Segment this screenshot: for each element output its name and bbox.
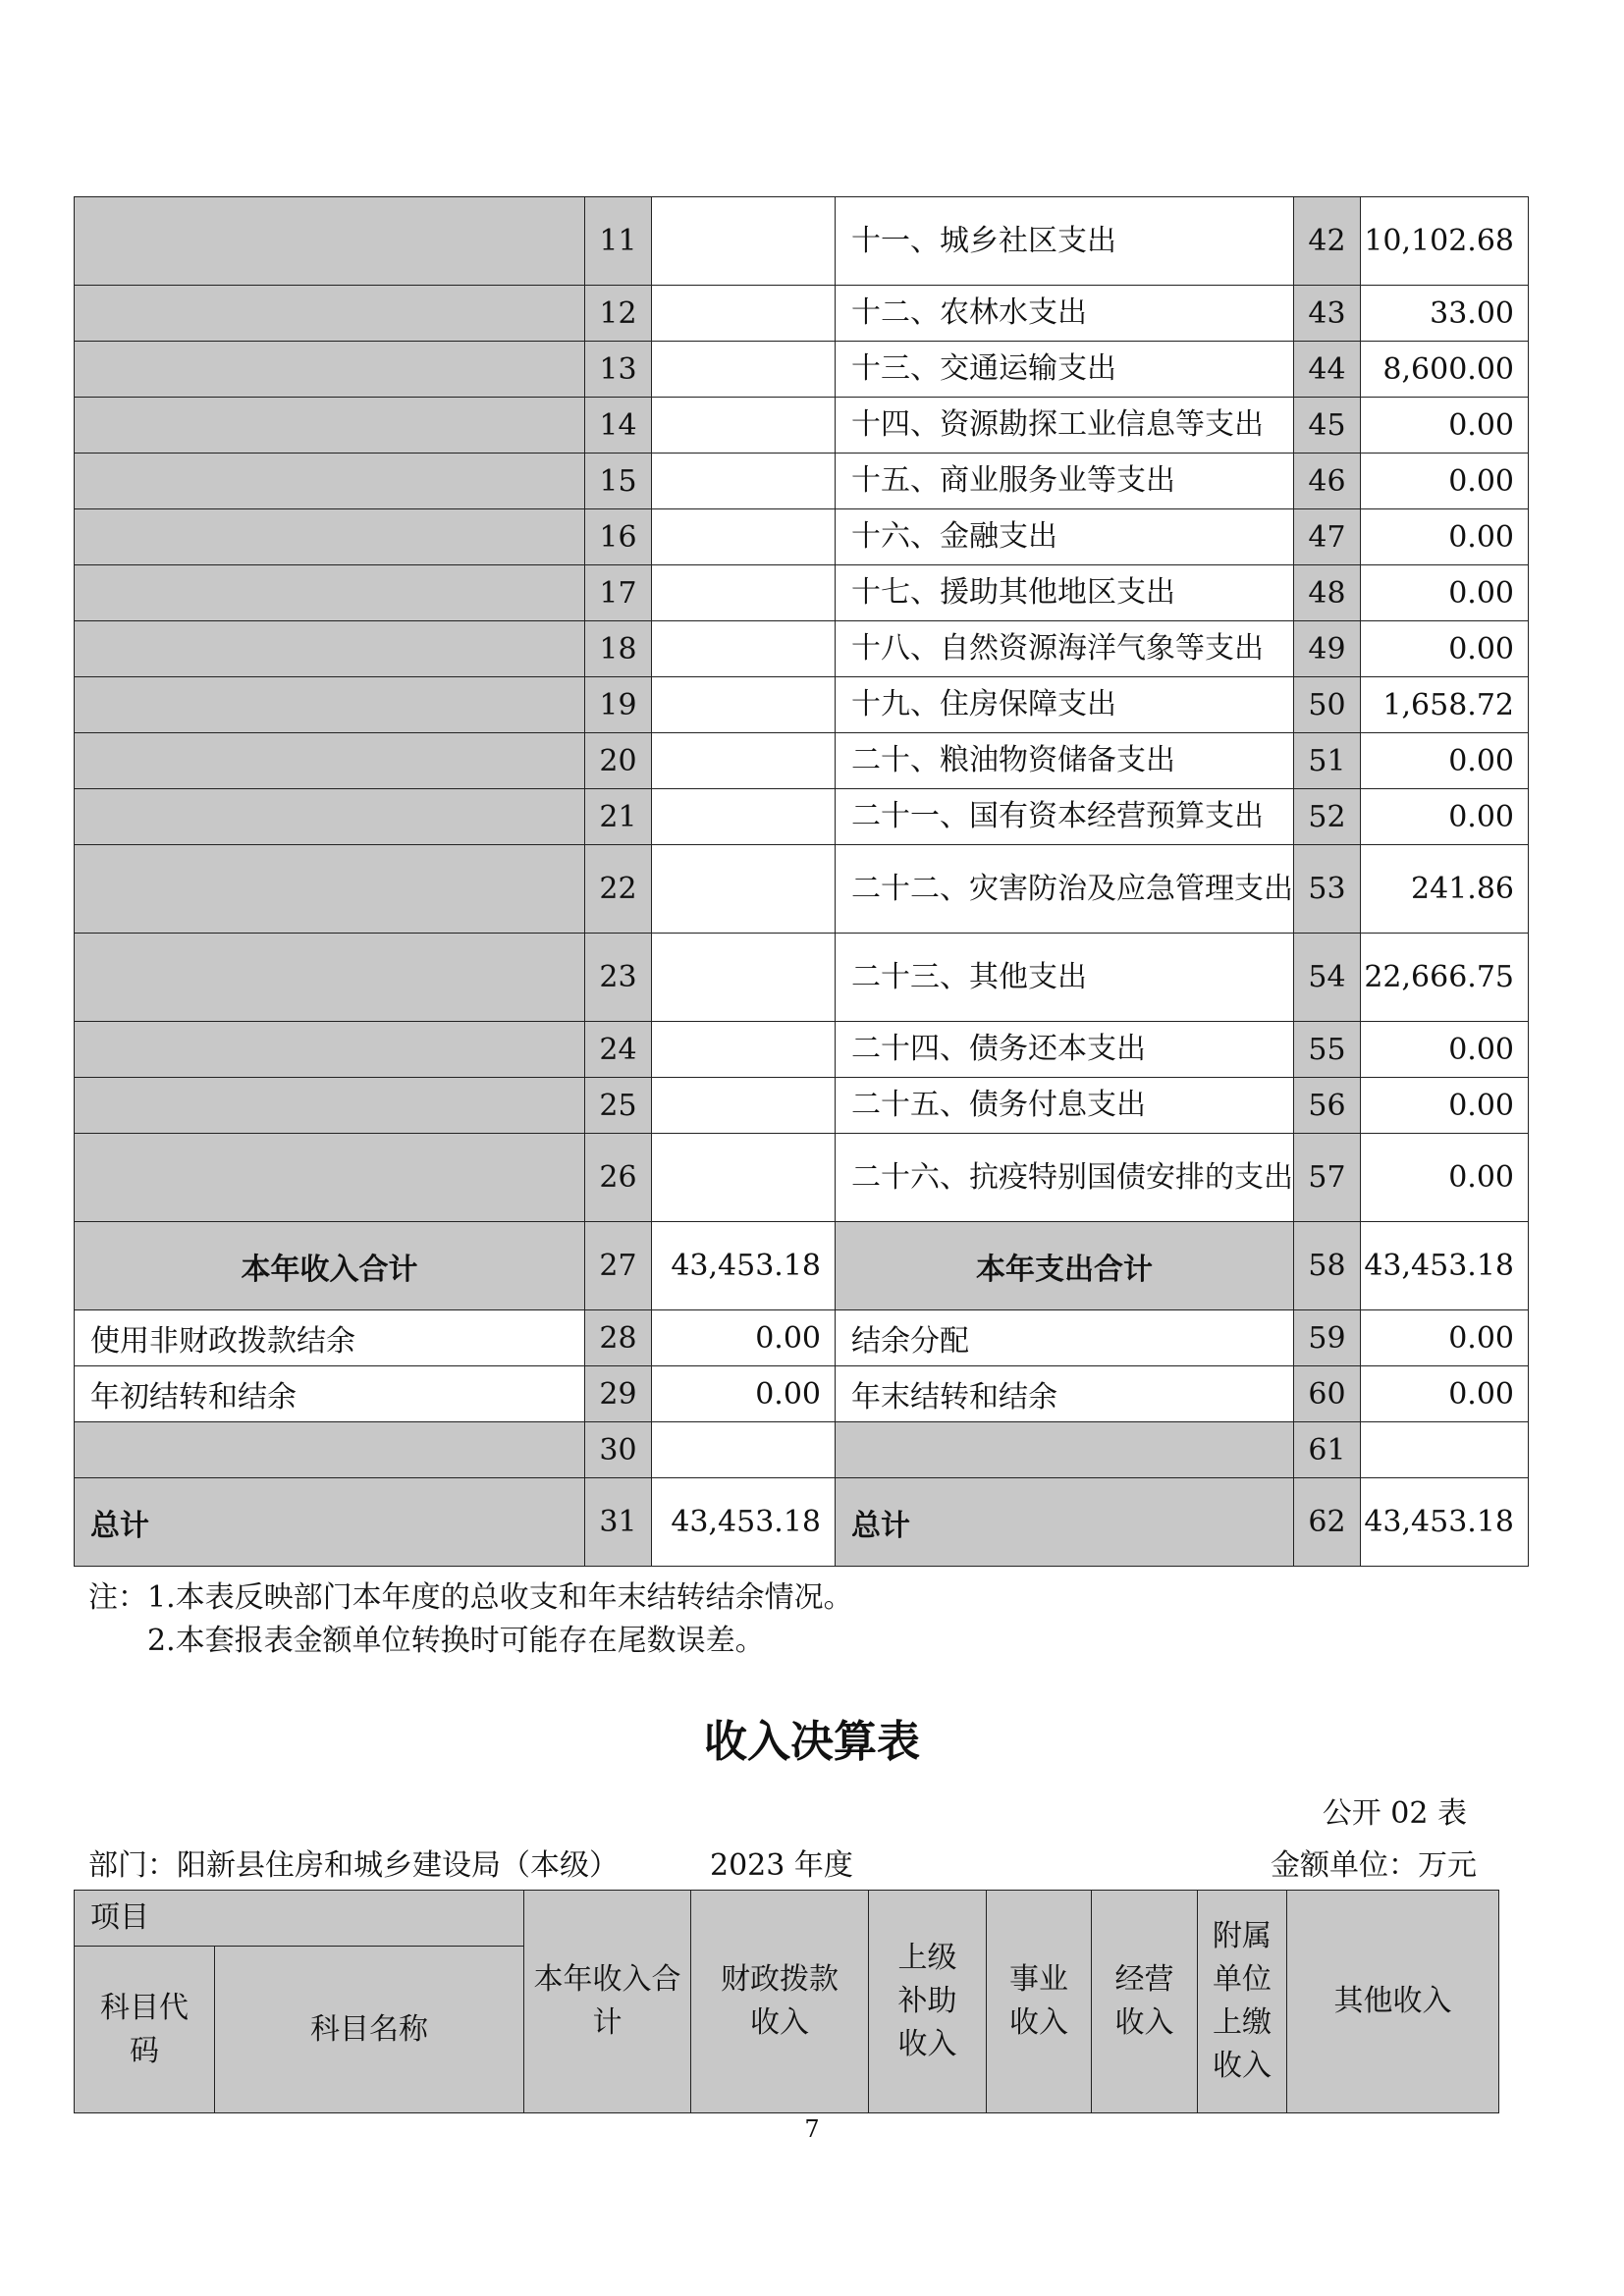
row-number: 28: [585, 1310, 652, 1366]
note-line-1: 注：1.本表反映部门本年度的总收支和年末结转结余情况。: [88, 1580, 853, 1615]
income-statement-table: [74, 1890, 1499, 2113]
row-number: 30: [585, 1422, 652, 1478]
expense-amount: 0.00: [1361, 509, 1529, 565]
row-number: 23: [585, 934, 652, 1022]
blank-row-30: [75, 1422, 1529, 1478]
income-item-label: [75, 845, 585, 934]
operating-income-header: 经营收入: [1092, 1891, 1198, 2113]
summary-table-body: [75, 197, 1529, 1567]
row-number: 14: [585, 398, 652, 454]
income-item-label: [75, 565, 585, 621]
row-number: 31: [585, 1478, 652, 1567]
table-row: [75, 845, 1529, 934]
income-item-label: [75, 1022, 585, 1078]
row-number: 56: [1294, 1078, 1361, 1134]
expense-item-label: 年末结转和结余: [836, 1366, 1294, 1422]
income-item-label: [75, 621, 585, 677]
row-number: 54: [1294, 934, 1361, 1022]
income-total-amount: 43,453.18: [652, 1222, 836, 1310]
row-number: 55: [1294, 1022, 1361, 1078]
income-amount: [652, 677, 836, 733]
income-amount: [652, 509, 836, 565]
income-total-label: 本年收入合计: [75, 1222, 585, 1310]
income-amount: [652, 1078, 836, 1134]
income-amount: [652, 342, 836, 398]
income-amount: [652, 733, 836, 789]
expense-item-label: 十五、商业服务业等支出: [836, 454, 1294, 509]
income-item-label: [75, 733, 585, 789]
form-id: 公开 02 表: [1322, 1796, 1467, 1831]
row-number: 18: [585, 621, 652, 677]
affiliated-income-header: 附属单位上缴收入: [1198, 1891, 1287, 2113]
expense-item-label: 二十一、国有资本经营预算支出: [836, 789, 1294, 845]
row-number: 12: [585, 286, 652, 342]
expense-item-label: 二十二、灾害防治及应急管理支出: [836, 845, 1294, 934]
row-number: 42: [1294, 197, 1361, 286]
table-row: [75, 934, 1529, 1022]
income-item-label: [75, 509, 585, 565]
expense-amount: 22,666.75: [1361, 934, 1529, 1022]
expense-item-label: 十六、金融支出: [836, 509, 1294, 565]
income-amount: 0.00: [652, 1310, 836, 1366]
income-amount: [652, 621, 836, 677]
expense-item-label: 二十四、债务还本支出: [836, 1022, 1294, 1078]
income-statement-title: 收入决算表: [704, 1717, 920, 1767]
row-number: 20: [585, 733, 652, 789]
expense-item-label: 十一、城乡社区支出: [836, 197, 1294, 286]
row-number: 44: [1294, 342, 1361, 398]
table-row: [75, 733, 1529, 789]
income-amount: [652, 845, 836, 934]
income-item-label: 年初结转和结余: [75, 1366, 585, 1422]
expense-amount: 0.00: [1361, 621, 1529, 677]
expense-item-label: 十三、交通运输支出: [836, 342, 1294, 398]
expense-amount: 0.00: [1361, 1134, 1529, 1222]
income-amount: [652, 454, 836, 509]
income-item-label: [75, 934, 585, 1022]
grand-total-label: 总计: [836, 1478, 1294, 1567]
expense-amount: 0.00: [1361, 1366, 1529, 1422]
row-number: 46: [1294, 454, 1361, 509]
carryover-row-29: [75, 1366, 1529, 1422]
income-amount: [652, 1422, 836, 1478]
income-item-label: [75, 1078, 585, 1134]
row-number: 60: [1294, 1366, 1361, 1422]
income-amount: [652, 1134, 836, 1222]
fiscal-income-header: 财政拨款收入: [691, 1891, 869, 2113]
page-number: 7: [804, 2115, 820, 2143]
expense-amount: 33.00: [1361, 286, 1529, 342]
expense-amount: 0.00: [1361, 733, 1529, 789]
table-row: [75, 1134, 1529, 1222]
income-amount: [652, 565, 836, 621]
expense-item-label: 结余分配: [836, 1310, 1294, 1366]
income-amount: [652, 286, 836, 342]
note-line-2: 2.本套报表金额单位转换时可能存在尾数误差。: [147, 1624, 765, 1658]
row-number: 17: [585, 565, 652, 621]
expense-amount: 0.00: [1361, 565, 1529, 621]
row-number: 50: [1294, 677, 1361, 733]
table-row: [75, 286, 1529, 342]
income-amount: [652, 934, 836, 1022]
expense-amount: 0.00: [1361, 1022, 1529, 1078]
row-number: 21: [585, 789, 652, 845]
expense-amount: 241.86: [1361, 845, 1529, 934]
row-number: 49: [1294, 621, 1361, 677]
table-row: [75, 398, 1529, 454]
expense-amount: 0.00: [1361, 454, 1529, 509]
expense-item-label: [836, 1422, 1294, 1478]
table-row: [75, 509, 1529, 565]
row-number: 16: [585, 509, 652, 565]
table-row: [75, 565, 1529, 621]
grand-total-row: [75, 1478, 1529, 1567]
row-number: 45: [1294, 398, 1361, 454]
table-row: [75, 789, 1529, 845]
income-item-label: [75, 286, 585, 342]
expense-amount: 10,102.68: [1361, 197, 1529, 286]
amount-unit: 金额单位：万元: [1271, 1848, 1477, 1883]
table-row: [75, 342, 1529, 398]
income-amount: [652, 398, 836, 454]
income-item-label: [75, 398, 585, 454]
row-number: 53: [1294, 845, 1361, 934]
expense-amount: 8,600.00: [1361, 342, 1529, 398]
income-amount: [652, 197, 836, 286]
expense-total-amount: 43,453.18: [1361, 1222, 1529, 1310]
table-row: [75, 621, 1529, 677]
header-row-1: [75, 1891, 1499, 1947]
row-number: 57: [1294, 1134, 1361, 1222]
row-number: 52: [1294, 789, 1361, 845]
row-number: 25: [585, 1078, 652, 1134]
row-number: 51: [1294, 733, 1361, 789]
income-amount: [652, 1022, 836, 1078]
income-item-label: 使用非财政拨款结余: [75, 1310, 585, 1366]
expense-item-label: 十四、资源勘探工业信息等支出: [836, 398, 1294, 454]
expense-total-label: 本年支出合计: [836, 1222, 1294, 1310]
carryover-row-28: [75, 1310, 1529, 1366]
department-label: 部门：阳新县住房和城乡建设局（本级）: [88, 1848, 619, 1883]
income-item-label: [75, 1422, 585, 1478]
table-row: [75, 197, 1529, 286]
expense-item-label: 二十五、债务付息支出: [836, 1078, 1294, 1134]
table-row: [75, 454, 1529, 509]
fiscal-year: 2023 年度: [710, 1848, 853, 1883]
row-number: 47: [1294, 509, 1361, 565]
income-item-label: [75, 454, 585, 509]
expense-item-label: 二十、粮油物资储备支出: [836, 733, 1294, 789]
expense-amount: 0.00: [1361, 1078, 1529, 1134]
table-row: [75, 677, 1529, 733]
income-item-label: [75, 197, 585, 286]
expense-amount: 0.00: [1361, 1310, 1529, 1366]
income-total-row: [75, 1222, 1529, 1310]
income-item-label: [75, 677, 585, 733]
row-number: 11: [585, 197, 652, 286]
expense-item-label: 十八、自然资源海洋气象等支出: [836, 621, 1294, 677]
row-number: 13: [585, 342, 652, 398]
expense-item-label: 十九、住房保障支出: [836, 677, 1294, 733]
subject-code-header: 科目代码: [75, 1947, 215, 2113]
row-number: 62: [1294, 1478, 1361, 1567]
subject-name-header: 科目名称: [215, 1947, 524, 2113]
expense-item-label: 十七、援助其他地区支出: [836, 565, 1294, 621]
grand-total-label: 总计: [75, 1478, 585, 1567]
row-number: 15: [585, 454, 652, 509]
expense-item-label: 十二、农林水支出: [836, 286, 1294, 342]
income-item-label: [75, 789, 585, 845]
expense-amount: 0.00: [1361, 398, 1529, 454]
superior-subsidy-header: 上级补助收入: [869, 1891, 987, 2113]
row-number: 22: [585, 845, 652, 934]
row-number: 26: [585, 1134, 652, 1222]
grand-income-amount: 43,453.18: [652, 1478, 836, 1567]
grand-expense-amount: 43,453.18: [1361, 1478, 1529, 1567]
row-number: 61: [1294, 1422, 1361, 1478]
income-item-label: [75, 1134, 585, 1222]
income-amount: [652, 789, 836, 845]
expense-amount: [1361, 1422, 1529, 1478]
expense-amount: 0.00: [1361, 789, 1529, 845]
row-number: 43: [1294, 286, 1361, 342]
summary-table: [74, 196, 1529, 1567]
table-row: [75, 1022, 1529, 1078]
row-number: 24: [585, 1022, 652, 1078]
expense-item-label: 二十六、抗疫特别国债安排的支出: [836, 1134, 1294, 1222]
total-income-header: 本年收入合计: [524, 1891, 691, 2113]
table-row: [75, 1078, 1529, 1134]
other-income-header: 其他收入: [1287, 1891, 1499, 2113]
business-income-header: 事业收入: [987, 1891, 1092, 2113]
row-number: 59: [1294, 1310, 1361, 1366]
expense-item-label: 二十三、其他支出: [836, 934, 1294, 1022]
row-number: 19: [585, 677, 652, 733]
expense-amount: 1,658.72: [1361, 677, 1529, 733]
income-amount: 0.00: [652, 1366, 836, 1422]
income-item-label: [75, 342, 585, 398]
project-header: 项目: [75, 1891, 524, 1947]
row-number: 29: [585, 1366, 652, 1422]
row-number: 58: [1294, 1222, 1361, 1310]
row-number: 48: [1294, 565, 1361, 621]
row-number: 27: [585, 1222, 652, 1310]
